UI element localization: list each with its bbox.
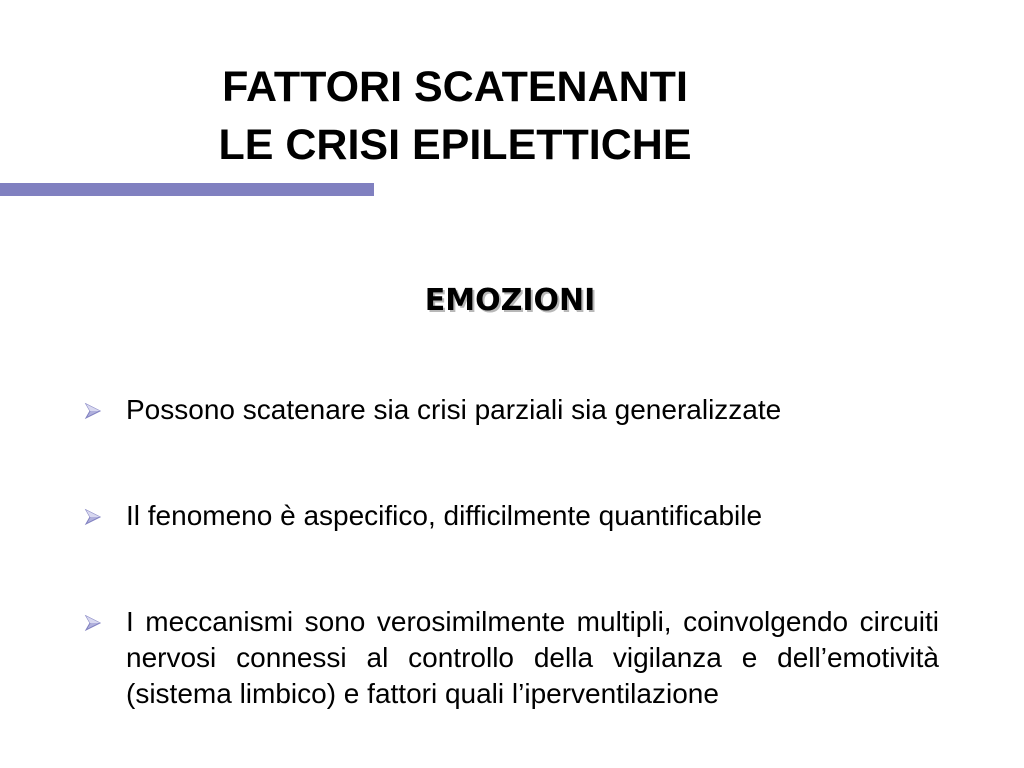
arrow-bullet-icon [84,508,102,526]
bullet-text: Possono scatenare sia crisi parziali sia generalizzate [126,394,782,425]
bullet-item [84,604,939,712]
section-heading: EMOZIONI [424,283,596,318]
arrow-bullet-icon [84,614,102,632]
slide-title-line-1: FATTORI SCATENANTI [222,63,688,111]
bullet-list [84,392,939,712]
arrow-bullet-icon [84,402,102,420]
slide-title-line-2: LE CRISI EPILETTICHE [218,121,692,169]
bullet-text: Il fenomeno è aspecifico, difficilmente quantificabile [126,500,763,531]
title-accent-bar [0,183,374,196]
bullet-text: I meccanismi sono verosimilmente multipli, coinvolgendo circuiti nervosi connessi al controllo della vigilanza e dell’emotività (sistema limbico) e fattori quali l’iperventilazione [126,606,939,709]
slide-title [150,58,760,174]
bullet-item [84,392,939,428]
bullet-item [84,498,939,534]
